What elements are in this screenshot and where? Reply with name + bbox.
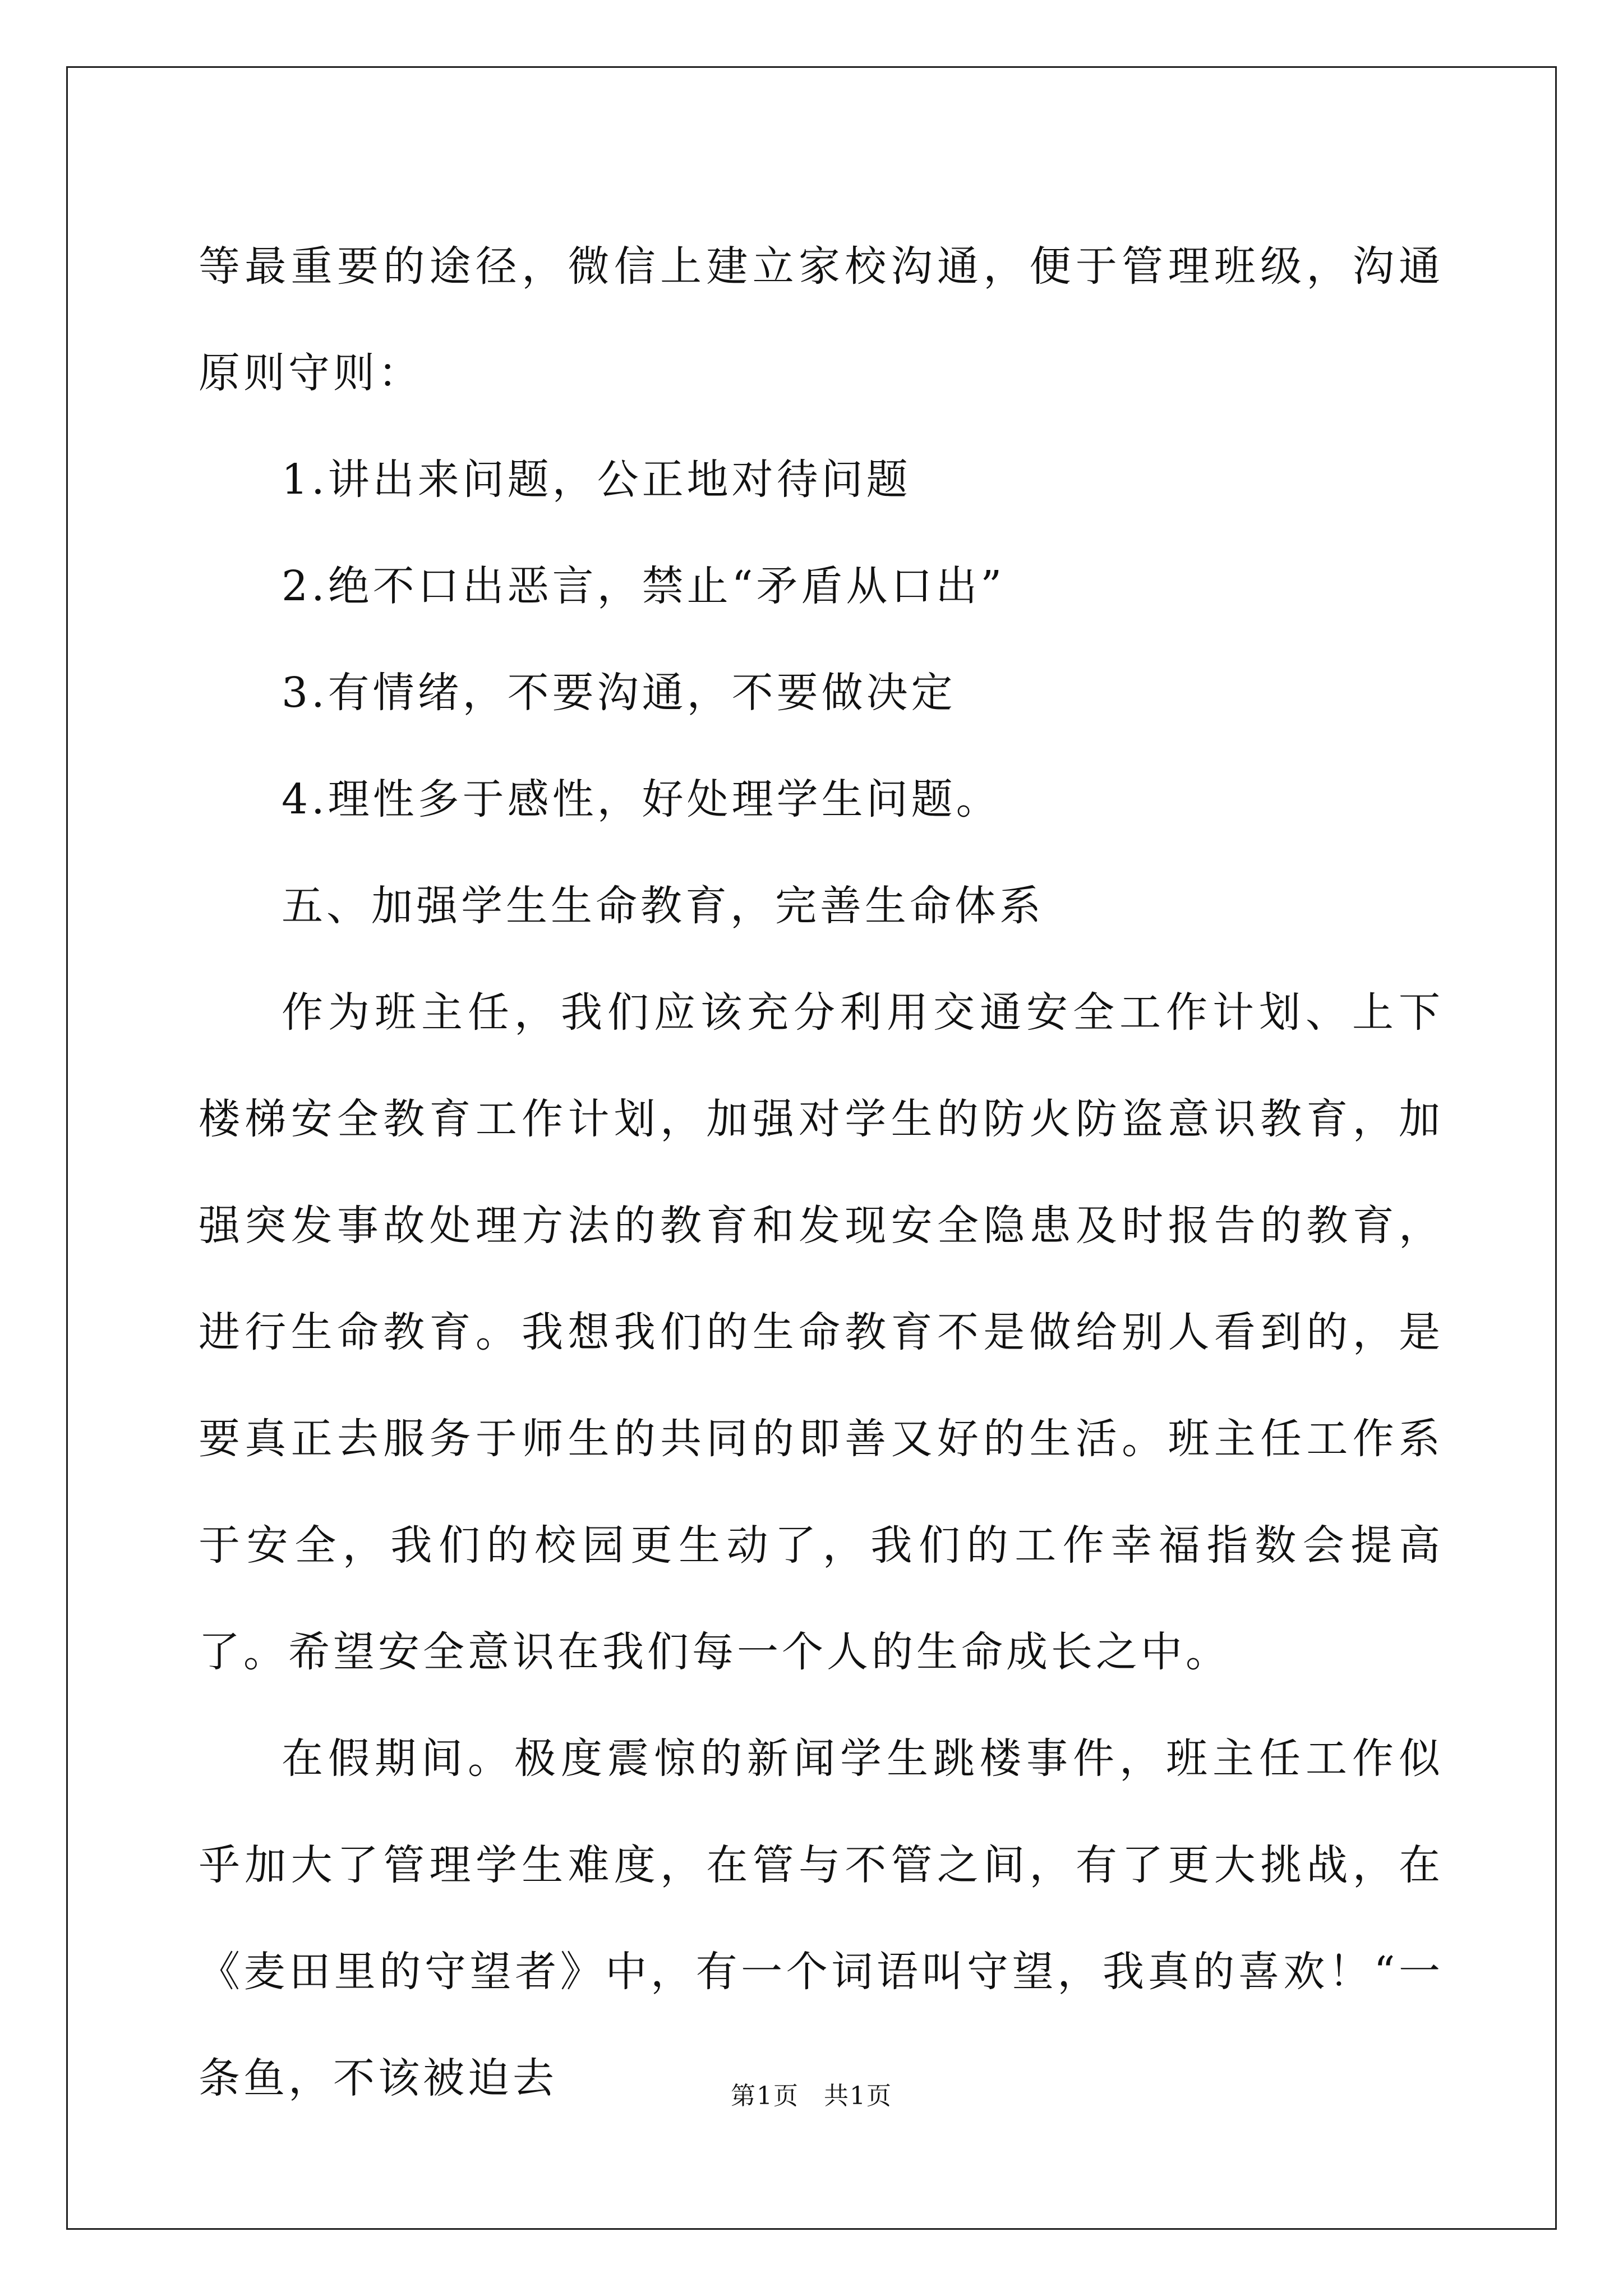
document-body xyxy=(199,213,1444,2132)
paragraph-continuation: 等最重要的途径，微信上建立家校沟通，便于管理班级，沟通原则守则： xyxy=(199,242,1444,397)
page-number: 第1页 xyxy=(731,2082,799,2110)
list-item-4: 4.理性多于感性，好处理学生问题。 xyxy=(282,775,1001,823)
section-heading: 五、加强学生生命教育，完善生命体系 xyxy=(282,882,1044,930)
page-total: 共1页 xyxy=(824,2082,892,2110)
page-footer xyxy=(0,2076,1623,2111)
list-item-3: 3.有情绪，不要沟通，不要做决定 xyxy=(282,669,956,717)
list-item-1: 1.讲出来问题，公正地对待问题 xyxy=(282,455,911,504)
paragraph-holiday: 在假期间。极度震惊的新闻学生跳楼事件，班主任工作似乎加大了管理学生难度，在管与不管之间，有了更大挑战，在《麦田里的守望者》中，有一个词语叫守望，我真的喜欢！“一条鱼，不该被迫去 xyxy=(199,1734,1444,2102)
paragraph-life-education: 作为班主任，我们应该充分利用交通安全工作计划、上下楼梯安全教育工作计划，加强对学生的防火防盗意识教育，加强突发事故处理方法的教育和发现安全隐患及时报告的教育，进行生命教育。我想我们的生命教育不是做给别人看到的，是要真正去服务于师生的共同的即善又好的生活。班主任工作系于安全，我们的校园更生动了，我们的工作幸福指数会提高了。希望安全意识在我们每一个人的生命成长之中。 xyxy=(199,988,1444,1676)
list-item-2: 2.绝不口出恶言，禁止“矛盾从口出” xyxy=(282,562,1006,610)
